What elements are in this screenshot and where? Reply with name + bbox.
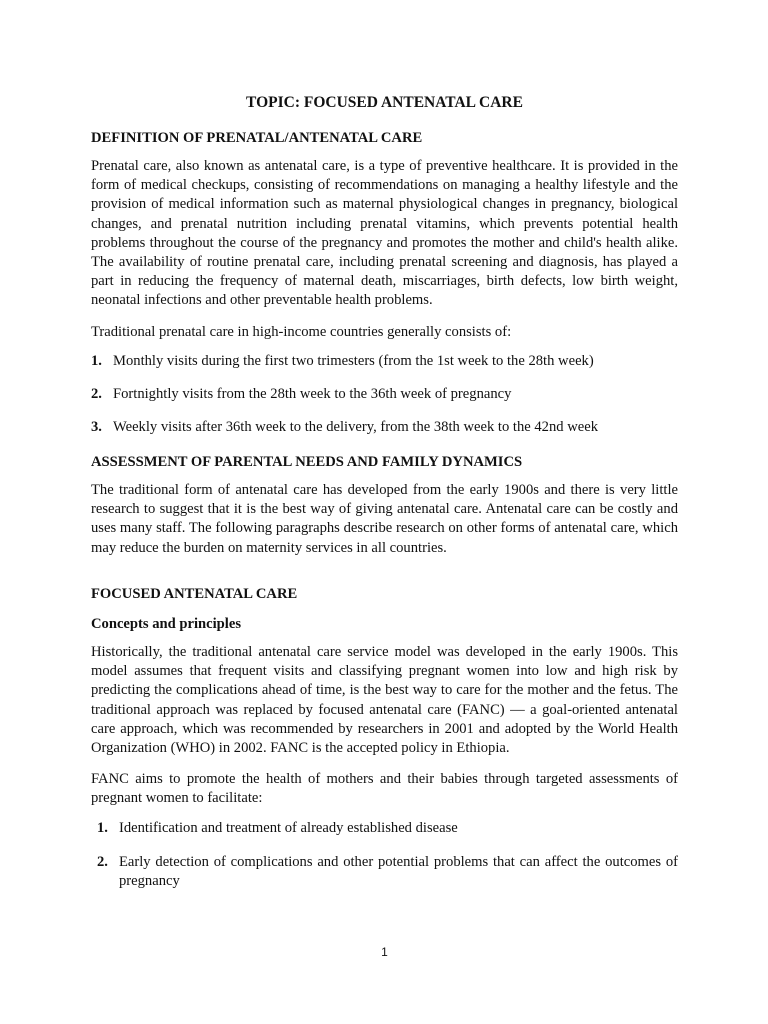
traditional-intro: Traditional prenatal care in high-income countries generally consists of:	[91, 324, 512, 340]
assessment-heading: ASSESSMENT OF PARENTAL NEEDS AND FAMILY DYNAMICS	[91, 454, 523, 470]
list-number: 2.	[91, 386, 102, 402]
list-number: 1.	[91, 353, 102, 369]
assessment-paragraph: The traditional form of antenatal care has developed from the early 1900s and there is very little research to suggest that it is the best way of giving antenatal care. Antenatal care can be costly and uses many staff. The following paragraphs describe research on other forms of antenatal care, which may reduce the burden on maternity services in all countries.	[91, 482, 678, 556]
list-text: Identification and treatment of already established disease	[119, 820, 458, 836]
list-number: 1.	[97, 820, 108, 836]
fanc-heading: FOCUSED ANTENATAL CARE	[91, 586, 298, 602]
page-number: 1	[381, 945, 388, 959]
list-text: Monthly visits during the first two trimesters (from the 1st week to the 28th week)	[113, 353, 594, 369]
list-text: Fortnightly visits from the 28th week to the 36th week of pregnancy	[113, 386, 512, 402]
list-number: 3.	[91, 419, 102, 435]
definition-paragraph: Prenatal care, also known as antenatal care, is a type of preventive healthcare. It is provided in the form of medical checkups, consisting of recommendations on managing a healthy lifestyle and the provision of medical information such as maternal physiological changes in pregnancy, biological changes, and prenatal nutrition including prenatal vitamins, which prevents potential health problems throughout the course of the pregnancy and promotes the mother and child's health alike. The availability of routine prenatal care, including prenatal screening and diagnosis, has played a part in reducing the frequency of maternal death, miscarriages, birth defects, low birth weight, neonatal infections and other preventable health problems.	[91, 158, 678, 309]
fanc-list-item-2	[97, 853, 678, 891]
list-text: Early detection of complications and other potential problems that can affect the outcomes of pregnancy	[119, 854, 678, 890]
concepts-heading: Concepts and principles	[91, 616, 242, 632]
traditional-list-item-1	[91, 352, 678, 371]
list-text: Weekly visits after 36th week to the delivery, from the 38th week to the 42nd week	[113, 419, 599, 435]
traditional-list-item-2	[91, 385, 678, 404]
document-title: TOPIC: FOCUSED ANTENATAL CARE	[246, 94, 523, 111]
fanc-paragraph: FANC aims to promote the health of mothers and their babies through targeted assessments of pregnant women to facilitate:	[91, 771, 678, 807]
traditional-list-item-3	[91, 418, 678, 437]
list-number: 2.	[97, 854, 108, 870]
document-page	[91, 0, 678, 1024]
concepts-paragraph: Historically, the traditional antenatal care service model was developed in the early 1900s. This model assumes that frequent visits and classifying pregnant women into low and high risk by predicting the complications ahead of time, is the best way to care for the mother and the fetus. The traditional approach was replaced by focused antenatal care (FANC) — a goal-oriented antenatal care approach, which was recommended by researchers in 2001 and adopted by the World Health Organization (WHO) in 2002. FANC is the accepted policy in Ethiopia.	[91, 644, 678, 757]
fanc-list-item-1	[97, 819, 678, 838]
definition-heading: DEFINITION OF PRENATAL/ANTENATAL CARE	[91, 130, 423, 146]
